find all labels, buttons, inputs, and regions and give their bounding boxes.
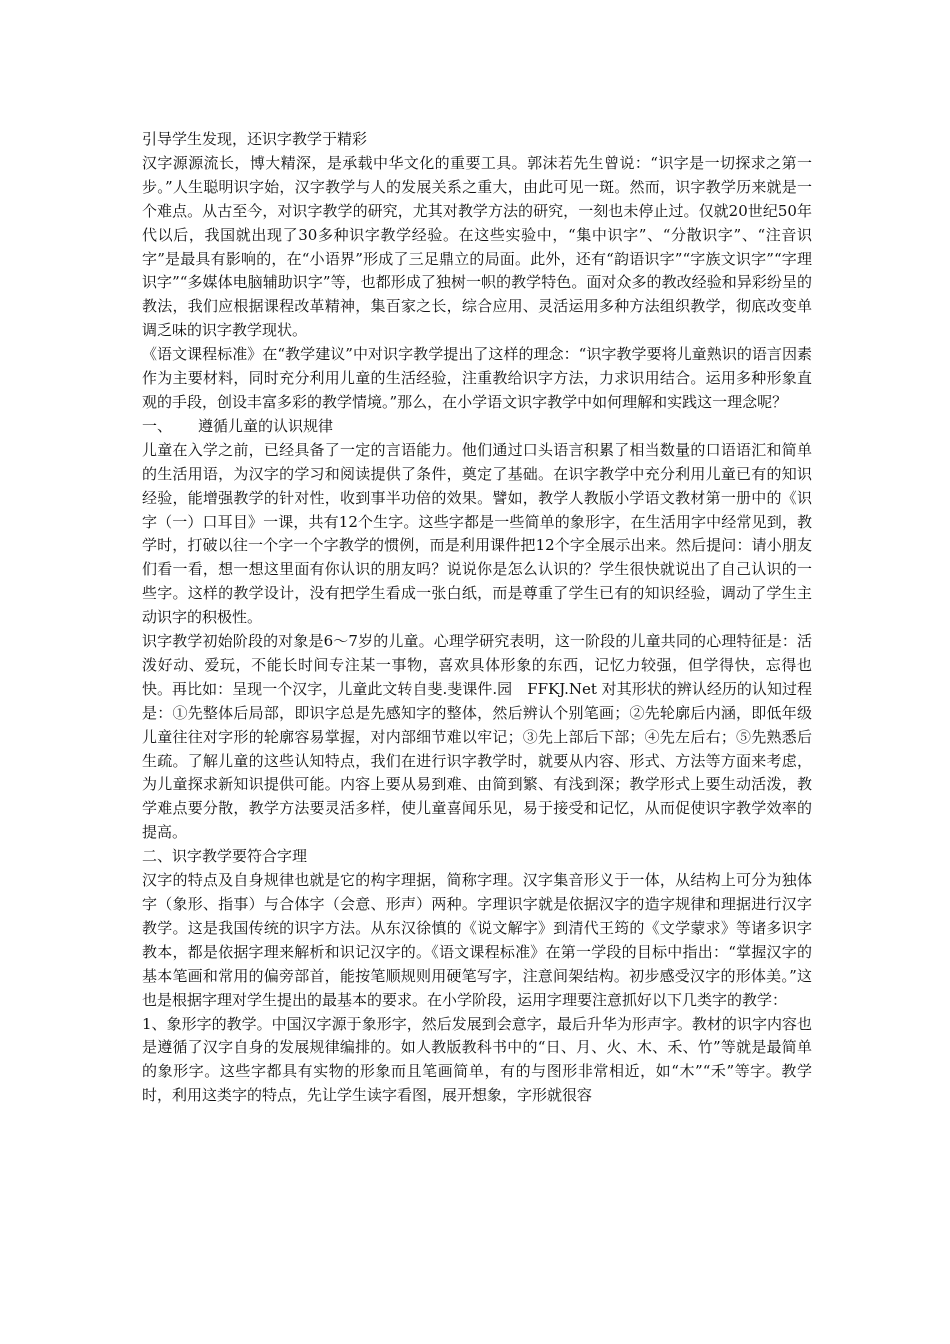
intro-paragraph-1: 汉字源源流长，博大精深，是承载中华文化的重要工具。郭沫若先生曾说：“识字是一切探求之第一步。”人生聪明识字始，汉字教学与人的发展关系之重大，由此可见一斑。然而，识字教学历来就是一个难点。从古至今，对识字教学的研究，尤其对教学方法的研究，一刻也未停止过。仅就20世纪50年代以后，我国就出现了30多种识字教学经验。在这些实验中，“集中识字”、“分散识字”、“注音识字”是最具有影响的，在“小语界”形成了三足鼎立的局面。此外，还有“韵语识字”“字族文识字”“字理识字”“多媒体电脑辅助识字”等，也都形成了独树一帜的教学特色。面对众多的教改经验和异彩纷呈的教法，我们应根据课程改革精神，集百家之长，综合应用、灵活运用多种方法组织教学，彻底改变单调乏味的识字教学现状。 xyxy=(142,153,812,340)
section-1-paragraph-1: 儿童在入学之前，已经具备了一定的言语能力。他们通过口头语言积累了相当数量的口语语汇和简单的生活用语，为汉字的学习和阅读提供了条件，奠定了基础。在识字教学中充分利用儿童已有的知识经验，能增强教学的针对性，收到事半功倍的效果。譬如，教学人教版小学语文教材第一册中的《识字（一）口耳目》一课，共有12个生字。这些字都是一些简单的象形字，在生活用字中经常见到，教学时，打破以往一个字一个字教学的惯例，而是利用课件把12个字全展示出来。然后提问：请小朋友们看一看，想一想这里面有你认识的朋友吗？说说你是怎么认识的？学生很快就说出了自己认识的一些字。这样的教学设计，没有把学生看成一张白纸，而是尊重了学生已有的知识经验，调动了学生主动识字的积极性。 xyxy=(142,440,812,627)
document-title: 引导学生发现，还识字教学于精彩 xyxy=(142,130,368,148)
section-1-heading xyxy=(142,415,812,439)
section-2-paragraph-1: 汉字的特点及自身规律也就是它的构字理据，简称字理。汉字集音形义于一体，从结构上可分为独体字（象形、指事）与合体字（会意、形声）两种。字理识字就是依据汉字的造字规律和理据进行汉字教学。这是我国传统的识字方法。从东汉徐慎的《说文解字》到清代王筠的《文学蒙求》等诸多识字教本，都是依据字理来解析和识记汉字的。《语文课程标准》在第一学段的目标中指出：“掌握汉字的基本笔画和常用的偏旁部首，能按笔顺规则用硬笔写字，注意间架结构。初步感受汉字的形体美。”这也是根据字理对学生提出的最基本的要求。在小学阶段，运用字理要注意抓好以下几类字的教学： xyxy=(142,871,812,1009)
section-2-heading: 二、识字教学要符合字理 xyxy=(142,847,308,866)
document-page xyxy=(142,128,812,1108)
section-1-paragraph-2: 识字教学初始阶段的对象是6～7岁的儿童。心理学研究表明，这一阶段的儿童共同的心理特征是：活泼好动、爱玩，不能长时间专注某一事物，喜欢具体形象的东西，记忆力较强，但学得快，忘得也快。再比如：呈现一个汉字，儿童此文转自斐.斐课件.园 FFKJ.Net 对其形状的辨认经历的认知过程是：①先整体后局部，即识字总是先感知字的整体，然后辨认个别笔画；②先轮廓后内涵，即低年级儿童往往对字形的轮廓容易掌握，对内部细节难以牢记；③先上部后下部；④先左后右；⑤先熟悉后生疏。了解儿童的这些认知特点，我们在进行识字教学时，就要从内容、形式、方法等方面来考虑，为儿童探求新知识提供可能。内容上要从易到难、由简到繁、有浅到深；教学形式上要生动活泼，教学难点要分散，教学方法要灵活多样，使儿童喜闻乐见，易于接受和记忆，从而促使识字教学效率的提高。 xyxy=(142,632,812,842)
intro-paragraph-2: 《语文课程标准》在“教学建议”中对识字教学提出了这样的理念：“识字教学要将儿童熟识的语言因素作为主要材料，同时充分利用儿童的生活经验，注重教给识字方法，力求识用结合。运用多种形象直观的手段，创设丰富多彩的教学情境。”那么，在小学语文识字教学中如何理解和实践这一理念呢？ xyxy=(142,345,812,411)
section-1-number: 一、 xyxy=(142,416,173,435)
section-2-paragraph-2: 1、象形字的教学。中国汉字源于象形字，然后发展到会意字，最后升华为形声字。教材的识字内容也是遵循了汉字自身的发展规律编排的。如人教版教科书中的“日、月、火、木、禾、竹”等就是最简单的象形字。这些字都具有实物的形象而且笔画简单，有的与图形非常相近，如“木”“禾”等字。教学时，利用这类字的特点，先让学生读字看图，展开想象，字形就很容 xyxy=(142,1014,812,1105)
section-1-title: 遵循儿童的认识规律 xyxy=(198,416,334,435)
